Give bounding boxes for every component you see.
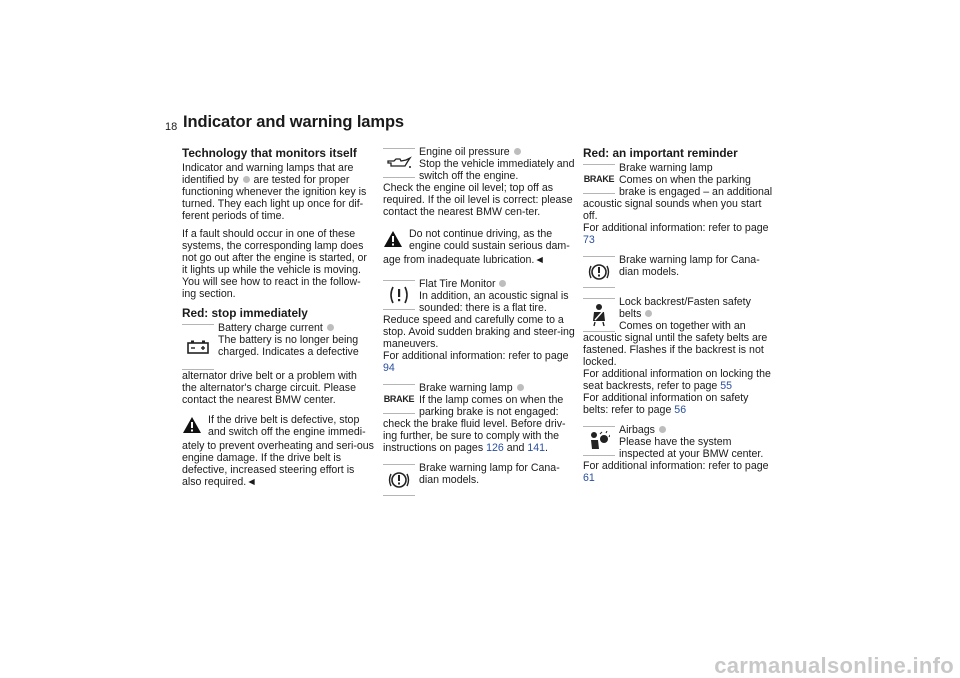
parking-brake-ref: For additional information: refer to page (583, 222, 769, 234)
parking-brake-body-cont: acoustic signal sounds when you start off. (583, 198, 762, 222)
oil-title: Engine oil pressure (419, 146, 510, 158)
seatbelt-body-cont: acoustic signal until the safety belts are fastened. Flashes if the backrest is not locked. (583, 332, 768, 368)
heading-technology: Technology that monitors itself (182, 146, 357, 160)
brake-title: Brake warning lamp (419, 382, 513, 394)
seatbelt-ref-locking: For additional information on locking the seat backrests, refer to page (583, 368, 771, 392)
brake-canada-entry-right (583, 254, 775, 288)
tested-dot-icon (243, 176, 250, 183)
intro-paragraph: Indicator and warning lamps that are identified by are tested for proper functioning whenever the ignition key is turned. They each light up once for dif-ferent periods of time. (182, 162, 367, 222)
brake-body-cont: check the brake fluid level. Before driv-ing further, be sure to comply with the instructions on pages (383, 418, 566, 454)
brake-entry: BRAKE Brake warning lamp If the lamp comes on when the parking brake is not engaged: check the brake fluid level. Before driv-ing further, be sure to comply with the instructions on pages 126 and 141. (383, 382, 566, 454)
end-mark: ◄ (246, 476, 257, 488)
flat-tire-icon (383, 280, 415, 310)
seatbelt-title: Lock backrest/Fasten safety belts (619, 296, 751, 320)
seatbelt-icon (583, 298, 615, 332)
brake-dot-icon (517, 384, 524, 391)
parking-brake-page-link[interactable]: 73 (583, 234, 595, 246)
flat-page-link[interactable]: 94 (383, 362, 395, 374)
airbag-icon (583, 426, 615, 456)
seatbelt-dot-icon (645, 310, 652, 317)
flat-body: In addition, an acoustic signal is sounded: there is a flat tire. (419, 290, 569, 314)
flat-dot-icon (499, 280, 506, 287)
warning-triangle-icon (182, 416, 204, 440)
oil-body-cont: Check the engine oil level; top off as required. If the oil level is correct: please contact the nearest BMW cen-ter. (383, 182, 573, 218)
seatbelt-page-link-56[interactable]: 56 (674, 404, 687, 416)
seatbelt-entry (583, 296, 775, 416)
airbag-entry (583, 424, 775, 484)
battery-body-cont: alternator drive belt or a problem with the alternator's charge circuit. Please contact the nearest BMW center. (182, 370, 357, 406)
airbag-title: Airbags (619, 424, 655, 436)
brake-icon: BRAKE (383, 384, 415, 414)
brake-page-link-126[interactable]: 126 (486, 442, 504, 454)
brake-canada-text: Brake warning lamp for Cana-dian models. (419, 462, 560, 486)
flat-body-cont: Reduce speed and carefully come to a stop. Avoid sudden braking and steer-ing maneuvers. (383, 314, 575, 350)
column-left (182, 146, 374, 496)
column-middle (383, 146, 575, 504)
airbag-dot-icon (659, 426, 666, 433)
brake-canada-entry (383, 462, 575, 496)
belt-warning-note: If the drive belt is defective, stop and switch off the engine immedi- ately to prevent overheating and seri-ous engine damage. If the drive belt is defective, increased steering effort is also required.◄ (182, 414, 374, 488)
airbag-page-link[interactable]: 61 (583, 472, 595, 484)
column-right (583, 146, 775, 492)
watermark: carmanualsonline.info (714, 653, 954, 678)
seatbelt-ref-safety: For additional information on safety belts: refer to page (583, 392, 749, 416)
oil-warning-body: age from inadequate lubrication. (383, 254, 535, 266)
heading-red-reminder: Red: an important reminder (583, 146, 738, 160)
brake-page-link-141[interactable]: 141 (527, 442, 546, 454)
brake-canada-text-right: Brake warning lamp for Cana-dian models. (619, 254, 760, 278)
battery-entry (182, 322, 374, 406)
flat-title: Flat Tire Monitor (419, 278, 496, 290)
airbag-body: Please have the system inspected at your BMW center. (619, 436, 764, 460)
battery-body: The battery is no longer being charged. Indicates a defective (218, 334, 359, 358)
warning-triangle-icon (383, 230, 405, 254)
belt-warning-body: ately to prevent overheating and seri-ous engine damage. If the drive belt is defective, increased steering effort is also required. (182, 440, 374, 488)
page-number: 18 (165, 121, 178, 133)
oil-body: Stop the vehicle immediately and switch off the engine. (419, 158, 575, 182)
oil-dot-icon (514, 148, 521, 155)
battery-dot-icon (327, 324, 334, 331)
oil-can-icon (383, 148, 415, 178)
brake-circle-exclaim-icon (383, 464, 415, 496)
battery-title: Battery charge current (218, 322, 323, 334)
brake-circle-exclaim-icon (583, 256, 615, 288)
page-title: Indicator and warning lamps (183, 113, 405, 131)
battery-icon (182, 324, 214, 370)
seatbelt-body: Comes on together with an (619, 320, 746, 332)
end-mark: ◄ (534, 254, 545, 266)
parking-brake-title: Brake warning lamp (619, 162, 713, 174)
oil-warning-note: Do not continue driving, as the engine could sustain serious dam- age from inadequate lubrication.◄ (383, 228, 570, 266)
brake-icon: BRAKE (583, 164, 615, 194)
flat-ref: For additional information: refer to page (383, 350, 569, 362)
fault-paragraph: If a fault should occur in one of these systems, the corresponding lamp does not go out after the engine is started, or it lights up while the vehicle is moving. You will see how to react in the follow-ing section. (182, 228, 367, 300)
airbag-ref: For additional information: refer to page (583, 460, 769, 472)
seatbelt-page-link-55[interactable]: 55 (720, 380, 733, 392)
heading-red-stop: Red: stop immediately (182, 306, 308, 320)
parking-brake-entry (583, 162, 775, 246)
oil-entry (383, 146, 575, 218)
brake-body: If the lamp comes on when the parking brake is not engaged: (419, 394, 564, 418)
parking-brake-body: Comes on when the parking brake is engaged – an additional (619, 174, 773, 198)
flat-tire-entry (383, 278, 575, 374)
